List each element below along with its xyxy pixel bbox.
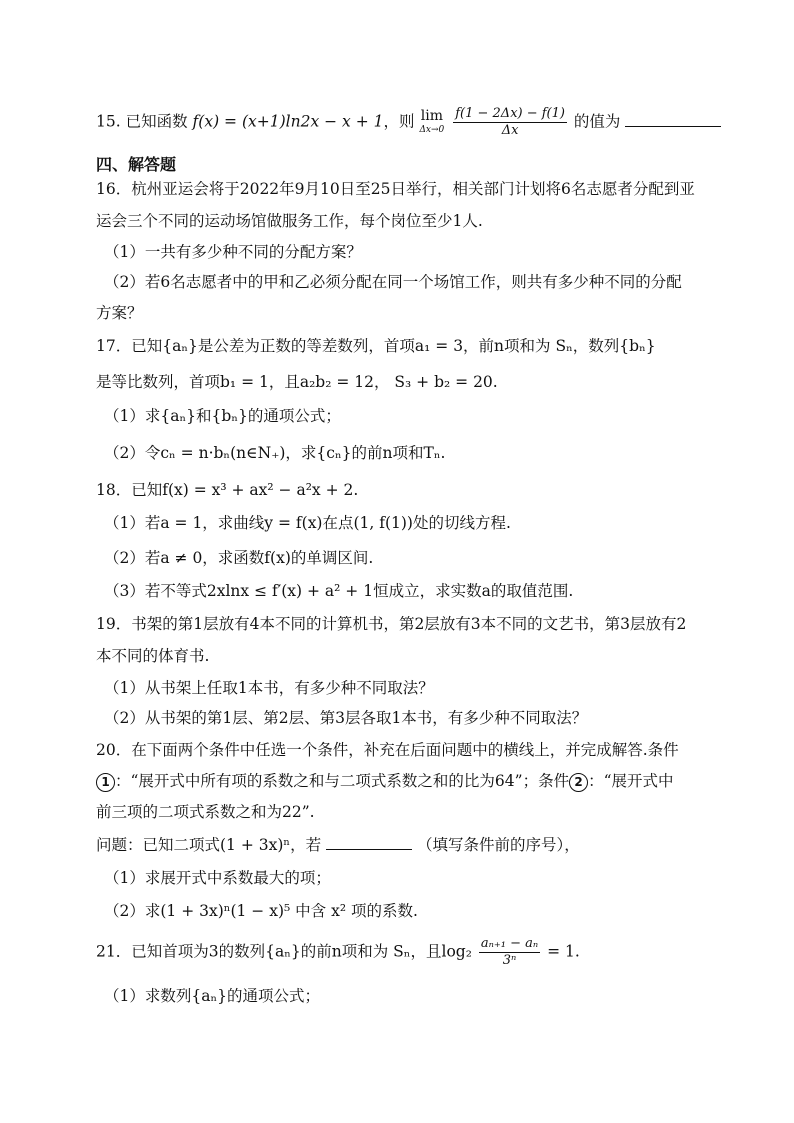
q18-part-3: （3）若不等式2xlnx ≤ f′(x) + a² + 1恒成立，求实数a的取值范围.	[104, 582, 574, 600]
q20-problem	[96, 834, 580, 856]
q20-line-2a: ：“展开式中所有项的系数之和与二项式系数之和的比为64”；条件	[115, 772, 570, 790]
q21-part-1: （1）求数列{aₙ}的通项公式；	[104, 987, 321, 1005]
q17-line-1: 17．已知{aₙ}是公差为正数的等差数列，首项a₁ = 3，前n项和为 Sₙ，数列{bₙ}	[96, 337, 656, 355]
q18-line-1: 18．已知f(x) = x³ + ax² − a²x + 2.	[96, 481, 359, 499]
q21-fraction	[479, 936, 540, 969]
q20-problem-b: （填写条件前的序号），	[416, 836, 580, 854]
q16-part-1: （1）一共有多少种不同的分配方案？	[104, 243, 362, 261]
q19-part-2: （2）从书架的第1层、第2层、第3层各取1本书，有多少种不同取法？	[104, 709, 588, 727]
q20-line-3: 前三项的二项式系数之和为22”.	[96, 803, 315, 821]
section-heading: 四、解答题	[96, 155, 177, 174]
q17-part-1: （1）求{aₙ}和{bₙ}的通项公式；	[104, 407, 341, 425]
q17-line-2: 是等比数列，首项b₁ = 1，且a₂b₂ = 12， S₃ + b₂ = 20.	[96, 373, 498, 391]
question-21	[96, 936, 580, 969]
q16-line-1: 16．杭州亚运会将于2022年9月10日至25日举行，相关部门计划将6名志愿者分配到亚	[96, 180, 695, 198]
q15-limit	[419, 109, 444, 137]
q21-frac-denominator: 3ⁿ	[502, 953, 517, 968]
condition-1-marker: 1	[96, 773, 115, 792]
q15-lim-word: lim	[420, 107, 443, 124]
q19-part-1: （1）从书架上任取1本书，有多少种不同取法？	[104, 679, 434, 697]
q15-frac-numerator: f(1 − 2Δx) − f(1)	[455, 106, 565, 121]
q19-line-2: 本不同的体育书.	[96, 647, 210, 665]
q20-line-2	[96, 770, 674, 792]
q19-line-1: 19．书架的第1层放有4本不同的计算机书，第2层放有3本不同的文艺书，第3层放有2	[96, 615, 687, 633]
q16-part-2b: 方案？	[96, 304, 143, 322]
q15-then: ，则	[383, 112, 415, 131]
q15-function: f(x) = (x+1)ln2x − x + 1	[192, 112, 384, 131]
q20-line-1: 20．在下面两个条件中任选一个条件，补充在后面问题中的横线上，并完成解答.条件	[96, 741, 679, 759]
q20-line-2b: ：“展开式中	[588, 772, 674, 790]
q21-tail: = 1.	[547, 942, 580, 961]
q20-part-1: （1）求展开式中系数最大的项；	[104, 869, 331, 887]
q21-prefix: 21．已知首项为3的数列{aₙ}的前n项和为 Sₙ，且log₂	[96, 942, 472, 961]
q15-tail: 的值为	[573, 112, 621, 131]
q17-part-2: （2）令cₙ = n·bₙ(n∈N₊)，求{cₙ}的前n项和Tₙ.	[104, 444, 446, 462]
q15-prefix: 已知函数	[125, 112, 188, 131]
q15-number: 15.	[96, 112, 121, 131]
q15-lim-sub: Δx→0	[419, 124, 445, 135]
condition-2-marker: 2	[569, 773, 588, 792]
q15-answer-blank	[625, 112, 721, 127]
q15-fraction	[453, 106, 567, 139]
q15-frac-denominator: Δx	[501, 123, 519, 138]
q18-part-1: （1）若a = 1，求曲线y = f(x)在点(1, f(1))处的切线方程.	[104, 514, 511, 532]
question-15	[96, 106, 721, 139]
q20-condition-blank	[326, 835, 412, 850]
q16-part-2a: （2）若6名志愿者中的甲和乙必须分配在同一个场馆工作，则共有多少种不同的分配	[104, 273, 682, 291]
q18-part-2: （2）若a ≠ 0，求函数f(x)的单调区间.	[104, 549, 374, 567]
q20-part-2: （2）求(1 + 3x)ⁿ(1 − x)⁵ 中含 x² 项的系数.	[104, 902, 418, 920]
q21-frac-numerator: aₙ₊₁ − aₙ	[480, 936, 539, 951]
q16-line-2: 运会三个不同的运动场馆做服务工作，每个岗位至少1人.	[96, 212, 483, 230]
q20-problem-a: 问题：已知二项式(1 + 3x)ⁿ，若	[96, 836, 322, 854]
